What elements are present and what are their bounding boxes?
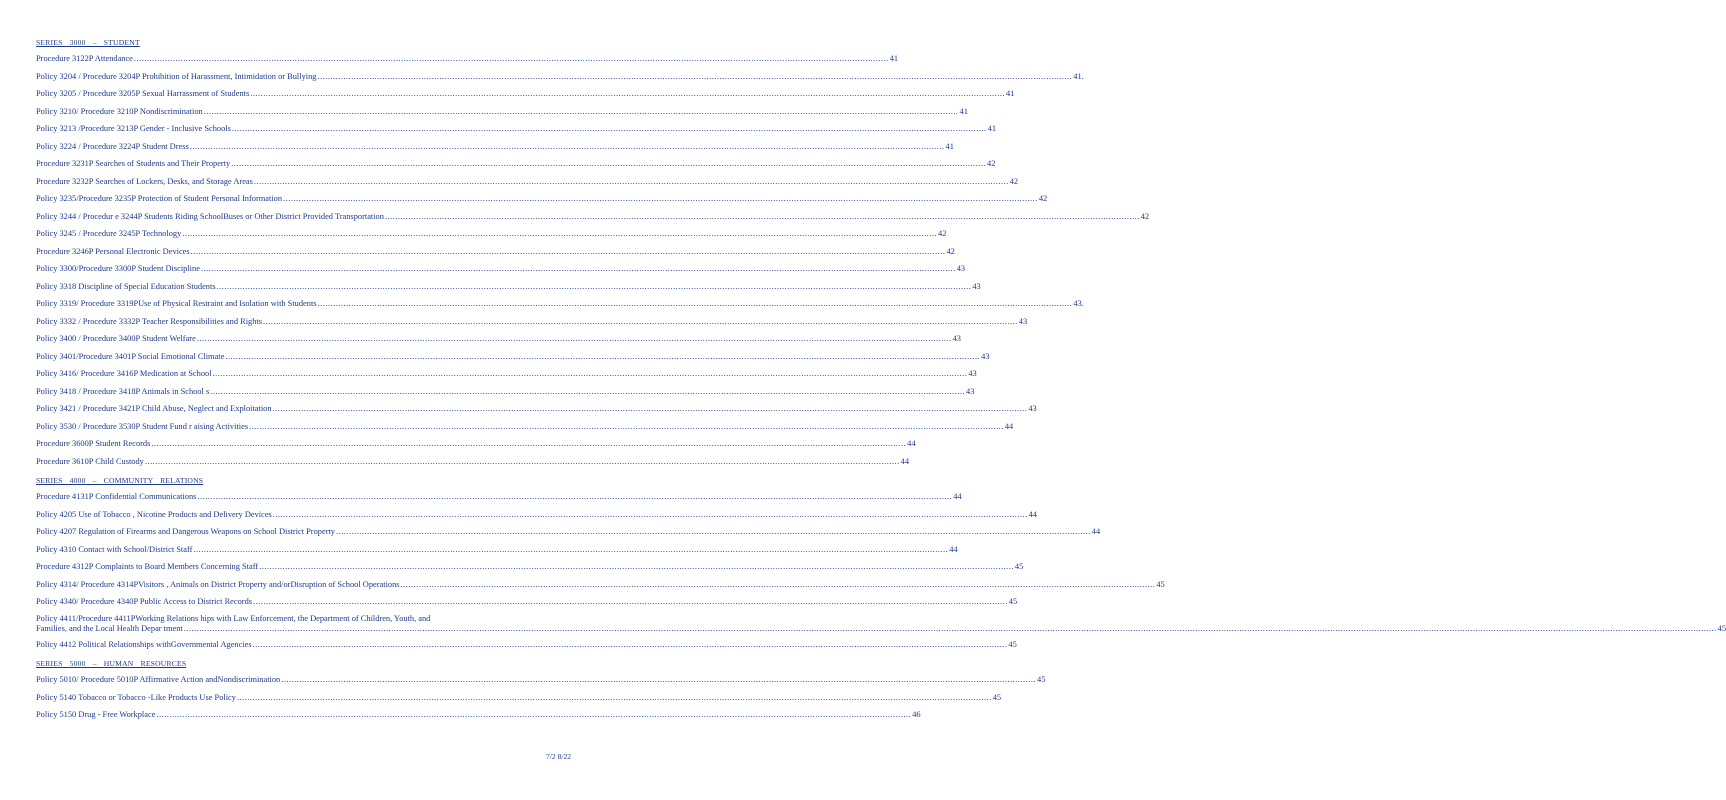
toc-entry-page: 42 [946,246,955,256]
toc-entry-title: Policy 3244 / Procedur e 3244P Students Riding SchoolBuses or Other District Provided Transportation [36,211,384,221]
toc-entry-page: 45 [1717,624,1726,633]
toc-entry-title: Policy 3204 / Procedure 3204P Prohibition of Harassment, Intimidation or Bullying [36,71,317,81]
toc-entry[interactable] [36,138,954,156]
toc-entry-page: 43. [1073,299,1084,308]
dot-leader [253,636,1008,654]
dot-leader [134,50,889,68]
toc-entry[interactable] [36,576,1165,594]
toc-entry[interactable] [36,120,996,138]
toc-entry-page: 42 [1009,176,1019,186]
toc-entry[interactable] [36,435,916,453]
toc-entry-page: 44 [907,439,916,448]
dot-leader [283,190,1038,208]
dot-leader [317,68,1072,86]
toc-entry[interactable] [36,260,966,278]
toc-entry-title: Policy 3401/Procedure 3401P Social Emotional Climate [36,351,225,361]
toc-entry[interactable] [36,400,1037,418]
dot-leader [225,348,980,366]
dot-leader [401,576,1156,594]
toc-entry[interactable] [36,611,1726,636]
dot-leader [197,488,952,506]
dot-leader [217,278,972,296]
dot-leader [151,435,906,453]
dot-leader [250,85,1005,103]
toc-entry-title: Policy 3400 / Procedure 3400P Student Welfare [36,334,196,343]
toc-entry[interactable] [36,173,1019,191]
toc-entry[interactable] [36,243,955,261]
toc-entry[interactable] [36,689,1002,707]
series-header: SERIES 3000 – STUDENT [36,38,140,47]
toc-entry[interactable] [36,558,1024,576]
series-header: SERIES 5000 – HUMAN RESOURCES [36,659,187,668]
toc-entry[interactable] [36,383,975,401]
toc-entry[interactable] [36,706,921,724]
dot-leader [273,506,1028,524]
dot-leader [210,383,965,401]
dot-leader [232,120,987,138]
toc-entry-page: 44 [1091,527,1101,536]
dot-leader [385,208,1140,226]
dot-leader [197,330,952,348]
toc-entry[interactable] [36,68,1084,86]
dot-leader [281,671,1036,689]
dot-leader [318,295,1073,313]
toc-entry-page: 41 [959,106,968,116]
toc-entry[interactable] [36,155,996,173]
series-header: SERIES 4000 – COMMUNITY RELATIONS [36,476,204,485]
toc-entry[interactable] [36,453,910,471]
toc-entry[interactable] [36,541,958,559]
toc-entry-title: Procedure 4312P Complaints to Board Members Concerning Staff [36,562,259,571]
toc-entry-page: 45 [1008,597,1018,606]
toc-entry-title: Procedure 3232P Searches of Lockers, Desks, and Storage Areas [36,176,253,186]
toc-entry[interactable] [36,278,981,296]
toc-entry-title: Policy 5150 Drug - Free Workplace [36,710,156,719]
toc-entry-title: Policy 3213 /Procedure 3213P Gender - Inclusive Schools [36,124,231,133]
table-of-contents [36,36,1726,724]
toc-entry-title: Policy 3530 / Procedure 3530P Student Fund r aising Activities [36,421,249,431]
toc-entry-title: Policy 4411/Procedure 4411PWorking Relations hips with Law Enforcement, the Department of Children, Youth, and [36,613,431,623]
toc-entry-title: Policy 4314/ Procedure 4314PVisitors , Animals on District Property and/orDisruption of School Operations [36,579,400,589]
toc-entry[interactable] [36,225,947,243]
dot-leader [254,173,1009,191]
dot-leader [191,243,946,261]
toc-entry-page: 41 [945,141,954,151]
dot-leader [213,365,968,383]
toc-entry-page: 43 [968,369,977,378]
toc-entry-page: 42 [1140,211,1150,221]
toc-entry-title: Policy 5010/ Procedure 5010P Affirmative Action andNondiscrimination [36,675,281,684]
toc-entry-title: Policy 3318 Discipline of Special Education Students [36,281,216,291]
toc-entry-title: Policy 3319/ Procedure 3319PUse of Physical Restraint and Isolation with Students [36,299,317,308]
dot-leader: ............................................................................................................................................................................................................................................................................................................ ..... [184,624,1717,635]
dot-leader [190,138,945,156]
dot-leader [145,453,900,471]
dot-leader [249,418,1004,436]
toc-entry[interactable] [36,636,1017,654]
toc-entry[interactable] [36,295,1084,313]
toc-entry-page: 42 [987,159,996,168]
toc-entry-title: Procedure 3600P Student Records [36,439,151,448]
toc-entry-page: 45 [992,692,1002,702]
toc-entry-page: 41. [1073,71,1084,81]
toc-entry-title: Procedure 4131P Confidential Communications [36,492,197,501]
toc-entry-title: Procedure 3246P Personal Electronic Devices [36,246,190,256]
toc-entry-page: 41 [889,54,899,63]
toc-entry-page: 44 [953,492,962,501]
toc-entry-page: 41 [987,124,996,133]
toc-entry-page: 44 [1028,509,1037,519]
toc-entry-page: 43 [1028,404,1037,413]
toc-entry-page: 43 [952,334,961,343]
toc-entry-title: Policy 3416/ Procedure 3416P Medication at School [36,369,212,378]
dot-leader [204,103,959,121]
toc-entry-title: Policy 4340/ Procedure 4340P Public Access to District Records [36,597,253,606]
toc-entry[interactable] [36,418,1014,436]
toc-entry[interactable] [36,348,990,366]
toc-entry[interactable] [36,506,1037,524]
toc-entry-page: 43 [1018,316,1028,326]
dot-leader [253,593,1008,611]
toc-entry-title: Policy 3235/Procedure 3235P Protection of Student Personal Information [36,194,283,203]
toc-entry-title: Policy 3224 / Procedure 3224P Student Dress [36,141,189,151]
toc-entry[interactable] [36,85,1015,103]
toc-entry-page: 44 [949,544,958,554]
toc-entry[interactable] [36,208,1150,226]
toc-entry-title-continued: Families, and the Local Health Depar tment [36,624,183,633]
toc-entry-page: 43 [972,281,981,291]
toc-entry[interactable] [36,488,962,506]
page-footer-date: 7/2 8/22 [546,752,572,761]
toc-entry-page: 43 [956,264,966,273]
toc-entry-title: Policy 3418 / Procedure 3418P Animals in School s [36,386,210,396]
dot-leader [336,523,1091,541]
toc-entry-title: Policy 5140 Tobacco or Tobacco -Like Products Use Policy [36,692,236,702]
toc-entry-page: 44 [900,456,910,466]
toc-entry-title: Policy 3421 / Procedure 3421P Child Abuse, Neglect and Exploitation [36,404,272,413]
toc-entry-page: 44 [1004,421,1014,431]
dot-leader [201,260,956,278]
dot-leader [182,225,937,243]
toc-entry-title: Procedure 3122P Attendance [36,54,133,63]
toc-entry-page: 45 [1156,579,1165,589]
toc-entry-title: Procedure 3610P Child Custody [36,456,144,466]
toc-entry-line2 [36,624,1726,635]
toc-entry-title: Policy 3245 / Procedure 3245P Technology [36,229,182,238]
toc-entry-title: Policy 4412 Political Relationships withGovernmental Agencies [36,639,252,649]
toc-entry[interactable] [36,313,1028,331]
dot-leader [193,541,948,559]
toc-entry[interactable] [36,523,1101,541]
dot-leader [273,400,1028,418]
toc-entry-page: 46 [912,710,921,719]
toc-entry[interactable] [36,50,899,68]
toc-entry-title: Policy 4205 Use of Tobacco , Nicotine Products and Delivery Devices [36,509,272,519]
toc-entry[interactable] [36,330,961,348]
toc-entry-page: 45 [1014,562,1024,571]
toc-entry-page: 45 [1037,675,1046,684]
dot-leader [231,155,986,173]
toc-entry-page: 43 [966,386,975,396]
toc-entry-title: Procedure 3231P Searches of Students and Their Property [36,159,231,168]
toc-entry[interactable] [36,365,977,383]
toc-entry-title: Policy 3332 / Procedure 3332P Teacher Responsibilities and Rights [36,316,262,326]
toc-entry[interactable] [36,190,1048,208]
dot-leader [237,689,992,707]
toc-entry-title: Policy 4310 Contact with School/District Staff [36,544,193,554]
toc-entry-page: 45 [1008,639,1017,649]
toc-entry[interactable] [36,593,1018,611]
toc-entry[interactable] [36,103,968,121]
toc-entry-page: 43 [981,351,990,361]
toc-entry-title: Policy 3205 / Procedure 3205P Sexual Harrassment of Students [36,89,250,98]
toc-entry-title: Policy 3210/ Procedure 3210P Nondiscrimination [36,106,203,116]
dot-leader [263,313,1018,331]
toc-entry-page: 41 [1006,89,1015,98]
toc-entry-page: 42 [938,229,947,238]
dot-leader [259,558,1014,576]
toc-entry[interactable] [36,671,1046,689]
dot-leader [156,706,911,724]
toc-entry-page: 42 [1038,194,1048,203]
toc-entry-title: Policy 3300/Procedure 3300P Student Discipline [36,264,200,273]
toc-entry-title: Policy 4207 Regulation of Firearms and Dangerous Weapons on School District Property [36,527,335,536]
